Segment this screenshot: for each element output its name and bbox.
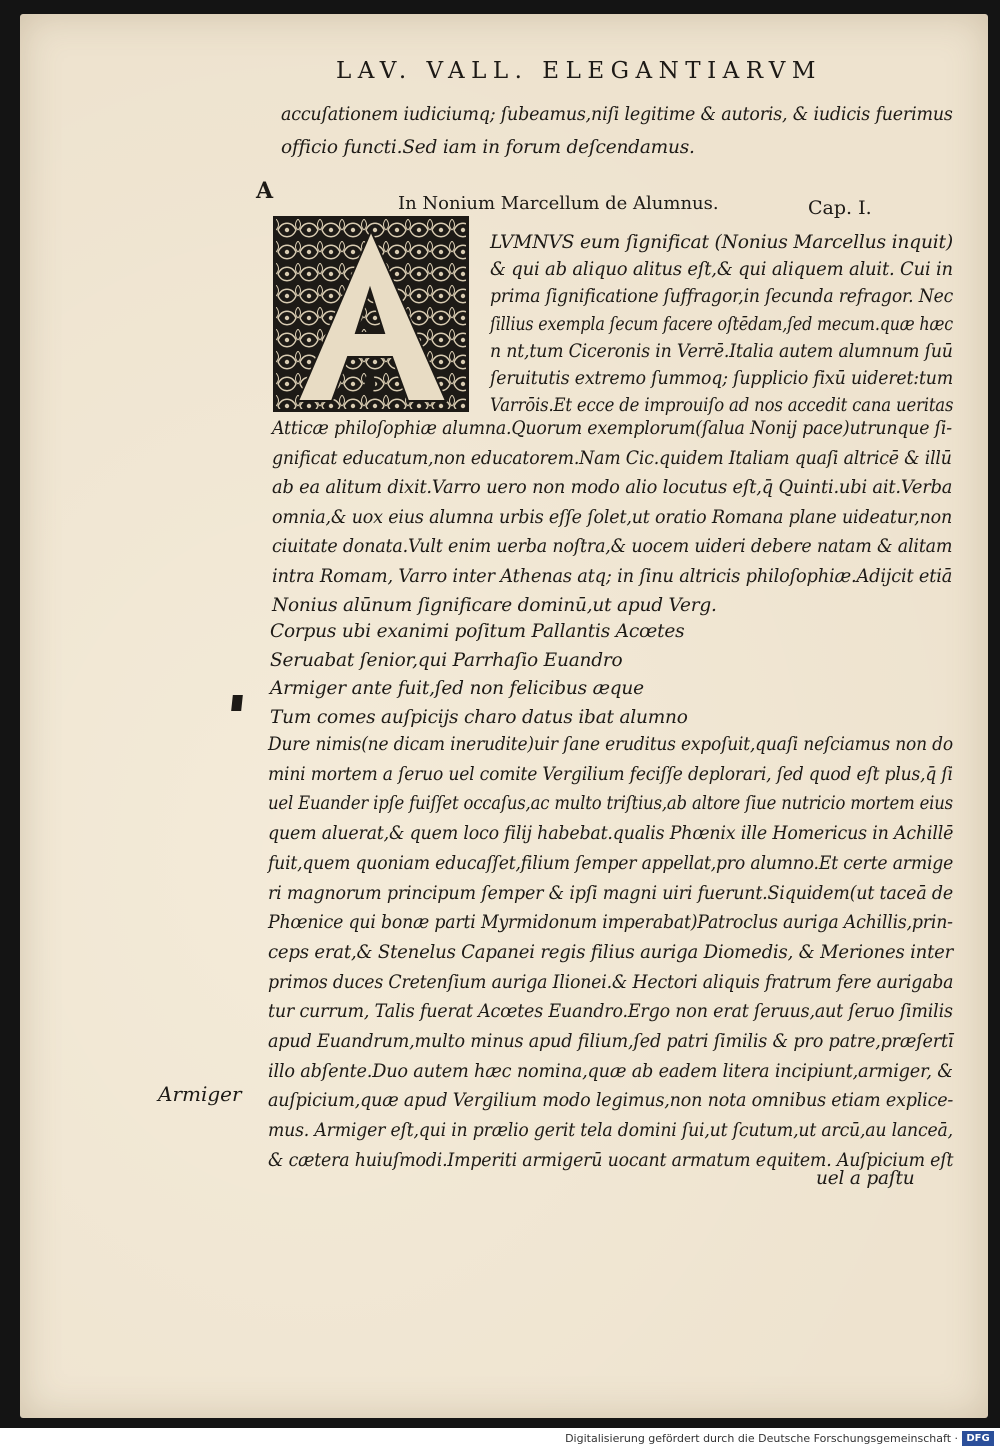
text-line: Nonius alūnum ſignificare dominū,ut apud Verg. bbox=[272, 595, 717, 616]
text-line: Corpus ubi exanimi poſitum Pallantis Acœtes bbox=[270, 621, 685, 642]
chapter-label: Cap. I. bbox=[808, 197, 872, 219]
text-line: uel Euander ipſe fuiſſet occaſus,ac multo triſtius,ab altore ſiue nutricio mortem eius bbox=[268, 793, 953, 815]
margin-letter-a: A bbox=[256, 178, 274, 204]
text-line: apud Euandrum,multo minus apud filium,ſed patri ſimilis & pro patre,præſertī bbox=[268, 1031, 954, 1052]
decorated-initial bbox=[273, 216, 469, 412]
text-line: accuſationem iudiciumq; ſubeamus,niſi legitime & autoris, & iudicis fuerimus bbox=[281, 104, 953, 125]
section-title: In Nonium Marcellum de Alumnus. bbox=[398, 193, 719, 214]
text-line: ciuitate donata.Vult enim uerba noſtra,& uocem uideri debere natam & alitam bbox=[272, 536, 953, 557]
text-line: Armiger ante fuit,ſed non felicibus æque bbox=[270, 678, 644, 699]
text-line: ab ea alitum dixit.Varro uero non modo alio locutus eſt,q̄ Quinti.ubi ait.Verba bbox=[272, 477, 953, 498]
text-line: prima ſignificatione ſuffragor,in ſecunda refragor. Nec bbox=[490, 286, 954, 308]
text-line: intra Romam, Varro inter Athenas atq; in ſinu altricis philoſophiæ.Adijcit etiā bbox=[272, 565, 953, 587]
text-line: ri magnorum principum ſemper & ipſi magni uiri fuerunt.Siquidem(ut taceā de bbox=[268, 882, 954, 904]
text-line: tur currum, Talis fuerat Acœtes Euandro.Ergo non erat ſeruus,aut ſeruo ſimilis bbox=[268, 1001, 953, 1023]
text-line: quem aluerat,& quem loco filij habebat.qualis Phœnix ille Homericus in Achillē bbox=[268, 823, 954, 845]
text-line: Varrōis.Et ecce de improuiſo ad nos accedit cana ueritas bbox=[490, 395, 954, 417]
text-line: primos duces Cretenſium auriga Ilionei.& Hectori aliquis fratrum fere aurigaba bbox=[268, 971, 954, 993]
text-line: & cætera huiuſmodi.Imperiti armigerū uocant armatum equitem. Auſpicium eſt bbox=[268, 1149, 954, 1171]
margin-letter-b-mark bbox=[231, 695, 243, 711]
text-line: Tum comes auſpicijs charo datus ibat alumno bbox=[270, 706, 688, 728]
footer-credit: Digitalisierung gefördert durch die Deutsche Forschungsgemeinschaft · bbox=[565, 1432, 958, 1445]
dfg-logo-icon: DFG bbox=[962, 1431, 994, 1446]
text-line: Phœnice qui bonæ parti Myrmidonum imperabat)Patroclus auriga Achillis,prin- bbox=[268, 912, 953, 934]
running-head: LAV. VALL. ELEGANTIARVM bbox=[336, 58, 822, 84]
catchword-line: uel a paſtu bbox=[816, 1168, 915, 1189]
text-line: ſeruitutis extremo ſummoq; ſupplicio fixū uideret:tum bbox=[490, 368, 954, 389]
text-line: ceps erat,& Stenelus Capanei regis filius auriga Diomedis, & Meriones inter bbox=[268, 941, 954, 963]
floral-initial-icon bbox=[276, 219, 466, 409]
text-line: gnificat educatum,non educatorem.Nam Cic.quidem Italiam quaſi altricē & illū bbox=[272, 447, 952, 469]
text-line: ſillius exempla ſecum facere oſtēdam,ſed mecum.quæ hæc bbox=[490, 313, 953, 335]
text-line: LVMNVS eum ſignificat (Nonius Marcellus inquit) bbox=[490, 232, 953, 253]
text-line: n nt,tum Ciceronis in Verrē.Italia autem alumnum ſuū bbox=[490, 340, 953, 362]
margin-note-armiger: Armiger bbox=[158, 1082, 242, 1106]
text-line: auſpicium,quæ apud Vergilium modo legimus,non nota omnibus etiam explice- bbox=[268, 1090, 954, 1112]
text-line: & qui ab aliquo alitus eſt,& qui aliquem aluit. Cui in bbox=[490, 259, 953, 281]
text-line: Atticæ philoſophiæ alumna.Quorum exemplorum(ſalua Nonij pace)utrunque ſi- bbox=[272, 418, 952, 439]
text-line: mus. Armiger eſt,qui in prælio gerit tela domini ſui,ut ſcutum,ut arcū,au lanceā, bbox=[268, 1120, 953, 1142]
text-line: illo abſente.Duo autem hæc nomina,quæ ab eadem litera incipiunt,armiger, & bbox=[268, 1060, 953, 1082]
text-line: omnia,& uox eius alumna urbis eſſe ſolet,ut oratio Romana plane uideatur,non bbox=[272, 506, 953, 528]
text-line: officio functi.Sed iam in forum deſcendamus. bbox=[281, 137, 695, 158]
text-line: mini mortem a ſeruo uel comite Vergilium feciſſe deplorari, ſed quod eſt plus,q̄ ſi bbox=[268, 763, 953, 785]
text-line: Dure nimis(ne dicam inerudite)uir ſane eruditus expoſuit,quaſi neſciamus non do bbox=[268, 734, 953, 755]
text-line: Seruabat ſenior,qui Parrhaſio Euandro bbox=[270, 649, 623, 671]
text-line: fuit,quem quoniam educaſſet,filium ſemper appellat,pro alumno.Et certe armige bbox=[268, 852, 954, 874]
